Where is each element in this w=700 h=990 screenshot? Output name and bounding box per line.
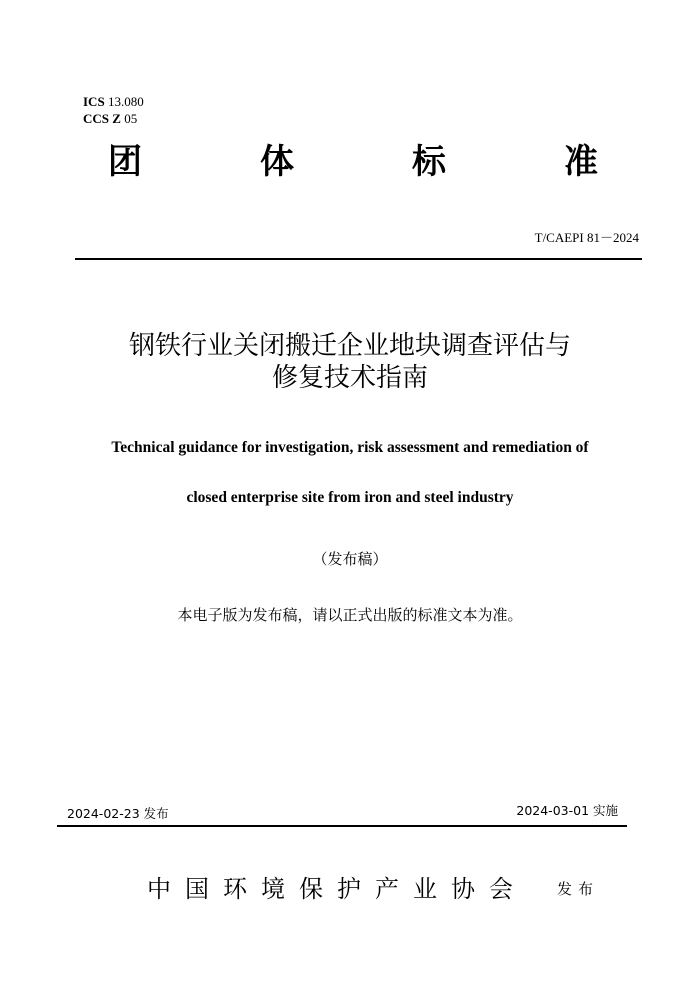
document-type-heading: [108, 140, 598, 184]
english-title-line-1: Technical guidance for investigation, risk assessment and remediation of: [111, 439, 589, 456]
english-title-line-2: closed enterprise site from iron and steel industry: [186, 489, 514, 506]
doc-type-char: 标: [412, 142, 446, 182]
top-divider: [75, 258, 642, 260]
edition-note: 本电子版为发布稿，请以正式出版的标准文本为准。: [177, 608, 523, 624]
classification-codes: [83, 93, 144, 127]
doc-type-char: 体: [260, 142, 294, 182]
bottom-divider: [57, 825, 627, 827]
doc-type-char: 准: [564, 142, 598, 182]
ics-code: [83, 93, 144, 110]
chinese-title-line-1: 钢铁行业关闭搬迁企业地块调查评估与: [128, 331, 571, 361]
standard-number: T/CAEPI 81－2024: [534, 230, 639, 245]
ccs-code: [83, 110, 144, 127]
chinese-title-line-2: 修复技术指南: [271, 363, 428, 393]
publisher-name: 中国环境保护产业协会: [147, 875, 527, 903]
draft-status-label: （发布稿）: [312, 552, 388, 568]
ccs-label: CCS Z: [83, 111, 121, 126]
chinese-title: [0, 330, 700, 394]
effective-date: 2024-03-01 实施: [516, 803, 618, 818]
ccs-value: 05: [124, 111, 138, 126]
ics-value: 13.080: [107, 94, 144, 109]
issue-date: 2024-02-23 发布: [67, 806, 169, 821]
ics-label: ICS: [83, 94, 105, 109]
doc-type-char: 团: [108, 142, 142, 182]
publish-label: 发布: [557, 882, 600, 898]
